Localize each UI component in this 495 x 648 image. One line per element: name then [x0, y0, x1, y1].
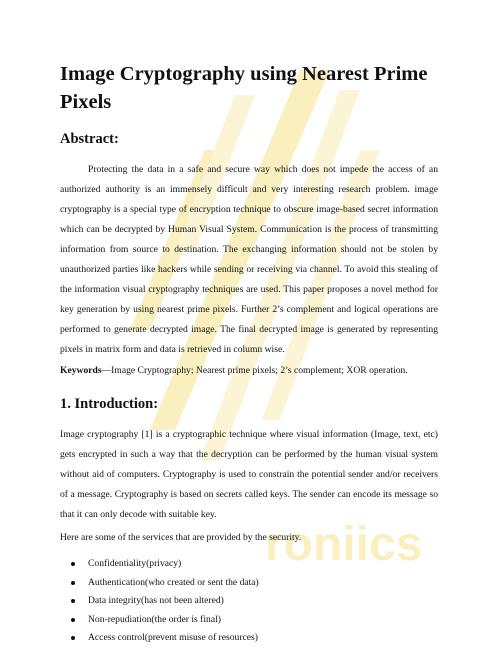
keywords-text: —Image Cryptography; Nearest prime pixels; 2’s complement; XOR operation.	[101, 365, 408, 376]
paper-content	[60, 60, 438, 648]
introduction-text: Image cryptography [1] is a cryptographic technique where visual information (Image, text, etc) gets encrypted in such a way that the decryption can be performed by the human visual system without aid of computers. Cryptography is used to constrain the potential sender and/or receivers of a message. Cryptography is based on secrets called keys. The sender can encode its message so that it can only decode with suitable key.	[60, 429, 438, 520]
list-item: Data integrity(has not been altered)	[88, 592, 438, 611]
introduction-heading: 1. Introduction:	[60, 396, 159, 412]
paper-title: Image Cryptography using Nearest Prime Pixels	[60, 63, 428, 113]
keywords-line	[60, 364, 438, 378]
list-item: Confidentiality(privacy)	[88, 555, 438, 574]
services-list	[60, 555, 438, 648]
keywords-label: Keywords	[60, 365, 102, 376]
watermark-text: roniics	[265, 518, 423, 571]
abstract-text: Protecting the data in a safe and secure way which does not impede the access of an authorized authority is an immensely difficult and very interesting research problem. image cryptography is a special type of encryption technique to obscure image-based secret information which can be decrypted by Human Visual System. Communication is the process of transmitting information from source to destination. The exchanging information should not be stolen by unauthorized parties like hackers while sending or receiving via channel. To avoid this stealing of the information visual cryptography techniques are used. This paper proposes a novel method for key generation by using nearest prime pixels. Further 2’s complement and logical operations are performed to generate decrypted image. The final decrypted image is generated by representing pixels in matrix form and data is retrieved in column wise.	[60, 164, 438, 355]
list-item: Authentication(who created or sent the data)	[88, 574, 438, 593]
list-item: Non-repudiation(the order is final)	[88, 611, 438, 630]
list-item: Access control(prevent misuse of resources)	[88, 629, 438, 648]
services-intro: Here are some of the services that are provided by the security.	[60, 532, 302, 543]
abstract-heading: Abstract:	[60, 131, 119, 147]
